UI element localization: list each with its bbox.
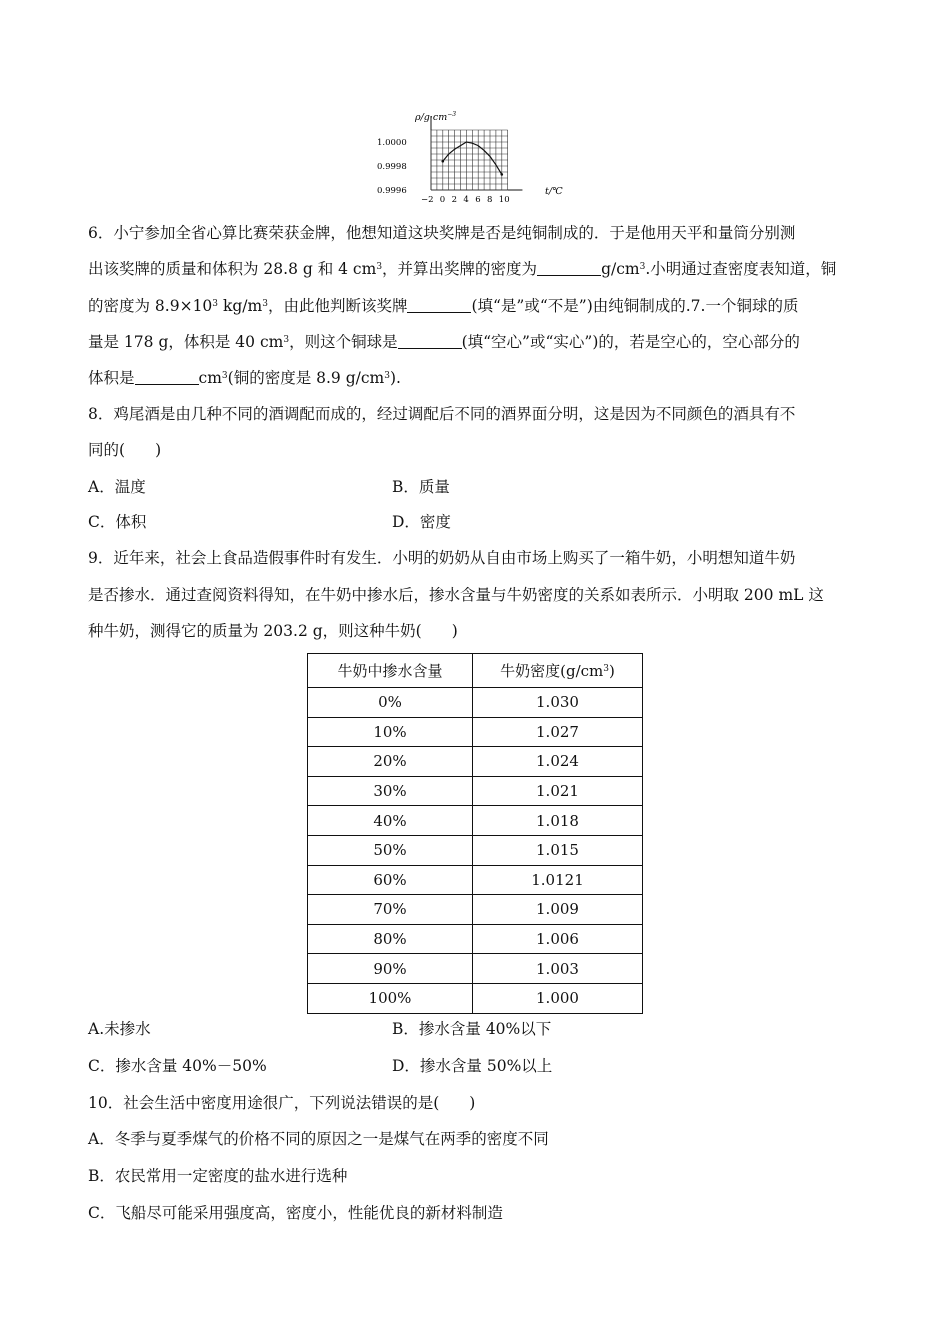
cell-water-content: 90%: [308, 954, 473, 984]
cell-milk-density: 1.024: [473, 747, 643, 777]
table-row: [308, 983, 643, 1013]
q10-option-a[interactable]: A．冬季与夏季煤气的价格不同的原因之一是煤气在两季的密度不同: [88, 1130, 549, 1148]
table-row: [308, 865, 643, 895]
cell-water-content: 0%: [308, 688, 473, 718]
q6-blank-judgement[interactable]: [407, 298, 471, 313]
x-tick-label: 6: [475, 195, 481, 205]
q8-option-a[interactable]: A．温度: [88, 478, 146, 496]
graph-grid: [431, 116, 522, 190]
table-row: [308, 688, 643, 718]
cell-water-content: 10%: [308, 717, 473, 747]
cell-water-content: 100%: [308, 983, 473, 1013]
q10-option-c[interactable]: C．飞船尽可能采用强度高，密度小，性能优良的新材料制造: [88, 1204, 503, 1222]
q7-blank-hollow[interactable]: [398, 334, 462, 349]
table-row: [308, 954, 643, 984]
q8-option-d[interactable]: D．密度: [392, 513, 451, 531]
cell-water-content: 50%: [308, 835, 473, 865]
x-tick-label: 2: [451, 195, 458, 205]
y-axis-label: $\rho/g\cdot cm^{-3}$: [415, 111, 457, 123]
q6-line-2: 出该奖牌的质量和体积为 28.8 g 和 4 $cm^3$，并算出奖牌的密度为 $g/cm^3$.小明通过查密度表知道，铜: [88, 260, 837, 278]
y-tick-label: 1.0000: [377, 138, 407, 148]
cell-milk-density: 1.021: [473, 776, 643, 806]
x-tick-label: 0: [439, 195, 446, 205]
q6-line-3: 的密度为 $8.9\times 10^3$ $kg/m^3$，由此他判断该奖牌 (填“是”或“不是”)由纯铜制成的.7.一个铜球的质: [88, 297, 799, 315]
cell-milk-density: 1.015: [473, 835, 643, 865]
cell-milk-density: 1.030: [473, 688, 643, 718]
q10-option-b[interactable]: B．农民常用一定密度的盐水进行选种: [88, 1167, 348, 1185]
q9-option-a[interactable]: A.未掺水: [88, 1020, 151, 1038]
q8-option-c[interactable]: C．体积: [88, 513, 147, 531]
q6-blank-density[interactable]: [537, 261, 601, 276]
table-row: [308, 806, 643, 836]
cell-water-content: 20%: [308, 747, 473, 777]
table-row: [308, 776, 643, 806]
cell-water-content: 70%: [308, 895, 473, 925]
q7-line-2: 体积是 $cm^3$(铜的密度是 8.9 $g/cm^3$).: [88, 369, 401, 387]
table-header-row: [308, 654, 643, 688]
cell-water-content: 60%: [308, 865, 473, 895]
x-tick-label: 4: [463, 195, 469, 205]
q7-line-1: 量是 178 g，体积是 40 $cm^3$，则这个铜球是 (填“空心”或“实心”)的，若是空心的，空心部分的: [88, 333, 800, 351]
q8-line-1: 8．鸡尾酒是由几种不同的酒调配而成的，经过调配后不同的酒界面分明，这是因为不同颜色的酒具有不: [88, 405, 796, 423]
x-tick-label: 10: [498, 195, 510, 205]
q9-option-b[interactable]: B．掺水含量 40%以下: [392, 1020, 552, 1038]
cell-milk-density: 1.018: [473, 806, 643, 836]
table-row: [308, 924, 643, 954]
cell-water-content: 80%: [308, 924, 473, 954]
table-row: [308, 835, 643, 865]
q8-line-2: 同的( ): [88, 441, 162, 459]
cell-milk-density: 1.006: [473, 924, 643, 954]
table-body: [308, 688, 643, 1014]
y-tick-label: 0.9996: [377, 186, 407, 196]
q10-line-1: 10．社会生活中密度用途很广，下列说法错误的是( ): [88, 1094, 476, 1112]
q9-line-2: 是否掺水．通过查阅资料得知，在牛奶中掺水后，掺水含量与牛奶密度的关系如表所示．小明取 200 mL 这: [88, 586, 824, 604]
milk-density-table: [307, 653, 643, 1014]
cell-milk-density: 1.0121: [473, 865, 643, 895]
cell-milk-density: 1.003: [473, 954, 643, 984]
cell-milk-density: 1.009: [473, 895, 643, 925]
header-milk-density: 牛奶密度$(g/cm^3)$: [473, 654, 643, 688]
x-axis-label: t/℃: [545, 186, 563, 197]
table-row: [308, 747, 643, 777]
x-tick-label: 8: [487, 195, 493, 205]
curve-endpoint: [501, 173, 504, 176]
q9-line-1: 9．近年来，社会上食品造假事件时有发生．小明的奶奶从自由市场上购买了一箱牛奶，小明想知道牛奶: [88, 549, 796, 567]
header-water-content: 牛奶中掺水含量: [308, 654, 473, 688]
x-tick-label: −2: [421, 195, 434, 205]
q9-option-d[interactable]: D．掺水含量 50%以上: [392, 1057, 553, 1075]
q9-option-c[interactable]: C．掺水含量 40%－50%: [88, 1057, 267, 1075]
q7-blank-volume[interactable]: [135, 370, 199, 385]
cell-water-content: 40%: [308, 806, 473, 836]
cell-water-content: 30%: [308, 776, 473, 806]
cell-milk-density: 1.000: [473, 983, 643, 1013]
table-row: [308, 895, 643, 925]
curve-endpoint: [442, 160, 445, 163]
q9-line-3: 种牛奶，测得它的质量为 203.2 g，则这种牛奶( ): [88, 622, 458, 640]
table-row: [308, 717, 643, 747]
cell-milk-density: 1.027: [473, 717, 643, 747]
density-temperature-graph: [375, 108, 575, 206]
q8-option-b[interactable]: B．质量: [392, 478, 450, 496]
y-tick-label: 0.9998: [377, 162, 407, 172]
q6-line-1: 6．小宁参加全省心算比赛荣获金牌，他想知道这块奖牌是否是纯铜制成的．于是他用天平和量筒分别测: [88, 224, 796, 242]
